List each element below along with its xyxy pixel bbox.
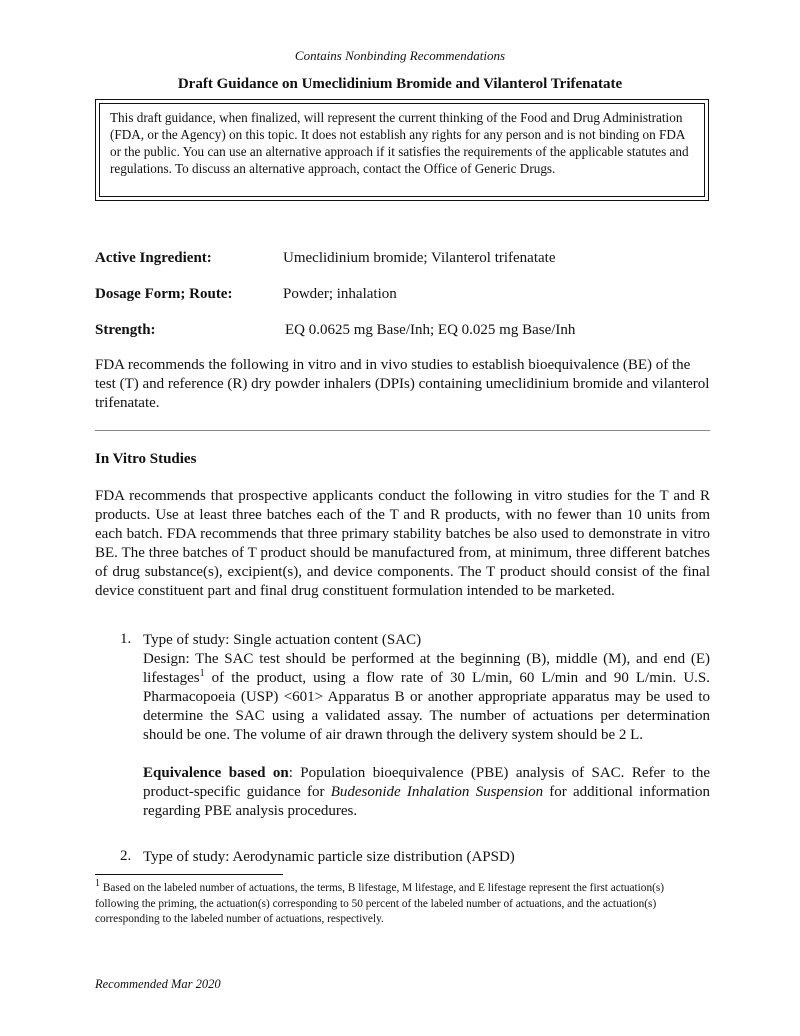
design-text-b: of the product, using a flow rate of 30 L/min, 60 L/min and 90 L/min. U.S. Pharmacopoeia (USP) <601> Apparatus B or another appropriate apparatus may be used to determine the SAC using a validated assay. The number of actuations per determination should be one. The volume of air drawn through the delivery system should be 2 L. [143,670,710,743]
footnote-divider [95,874,283,875]
equivalence-label: Equivalence based on [143,765,289,781]
equivalence-1 [143,764,710,821]
footnote-mark: 1 [95,878,100,890]
design-text-a: Design: The SAC test should be performed at the beginning (B), middle (M), and end (E) lifestages [143,651,710,686]
footnote-text: Based on the labeled number of actuations, the terms, B lifestage, M lifestage, and E lifestage represent the first actuation(s) following the priming, the actuation(s) corresponding to 50 percent of the labeled number of actuations, and the actuation(s) corresponding to the labeled number of actuations, respectively. [95,882,665,925]
intro-paragraph: FDA recommends the following in vitro and in vivo studies to establish bioequivalence (BE) of the test (T) and reference (R) dry powder inhalers (DPIs) containing umeclidinium bromide and vilanterol trifenatate. [95,357,710,411]
section-heading: In Vitro Studies [95,451,197,467]
study-type-1: Type of study: Single actuation content (SAC) [143,632,422,648]
footnote-ref: 1 [199,668,205,679]
equivalence-text-a: : Population bioequivalence (PBE) analysis of SAC. Refer to the product-specific guidance for [143,765,710,800]
page-title: Draft Guidance on Umeclidinium Bromide and Vilanterol Trifenatate [177,76,623,92]
disclaimer-box [95,99,709,201]
disclaimer-text: This draft guidance, when finalized, will represent the current thinking of the Food and Drug Administration (FDA, or the Agency) on this topic. It does not establish any rights for any person and is not binding on FDA or the public. You can use an alternative approach if it satisfies the requirements of the applicable statutes and regulations. To discuss an alternative approach, contact the Office of Generic Drugs. [110,110,689,176]
footnote [95,878,710,928]
page-footer: Recommended Mar 2020 [95,977,221,991]
strength-label: Strength: [95,322,156,338]
page-header: Contains Nonbinding Recommendations [294,48,506,63]
guidance-reference: Budesonide Inhalation Suspension [330,784,544,800]
disclaimer-box-inner [99,103,705,197]
study-type-2: Type of study: Aerodynamic particle size distribution (APSD) [143,849,515,865]
section-divider [95,430,710,431]
list-item-number-1: 1. [120,631,132,647]
dosage-form-value: Powder; inhalation [283,286,397,302]
equivalence-text-b: for additional information regarding PBE analysis procedures. [143,784,710,819]
active-ingredient-value: Umeclidinium bromide; Vilanterol trifenatate [283,250,556,266]
study-design-1 [143,650,710,745]
strength-value: EQ 0.0625 mg Base/Inh; EQ 0.025 mg Base/Inh [285,322,576,338]
in-vitro-paragraph: FDA recommends that prospective applicants conduct the following in vitro studies for the T and R products. Use at least three batches each of the T and R products, with no fewer than 10 units from each batch. FDA recommends that three primary stability batches be also used to demonstrate in vitro BE. The three batches of T product should be manufactured from, at minimum, three different batches of drug substance(s), excipient(s), and device components. The T product should consist of the final device constituent part and final drug constituent formulation intended to be marketed. [95,488,710,599]
list-item-number-2: 2. [120,848,132,864]
list-item-1 [143,631,710,821]
dosage-form-label: Dosage Form; Route: [95,286,233,302]
active-ingredient-label: Active Ingredient: [95,250,212,266]
